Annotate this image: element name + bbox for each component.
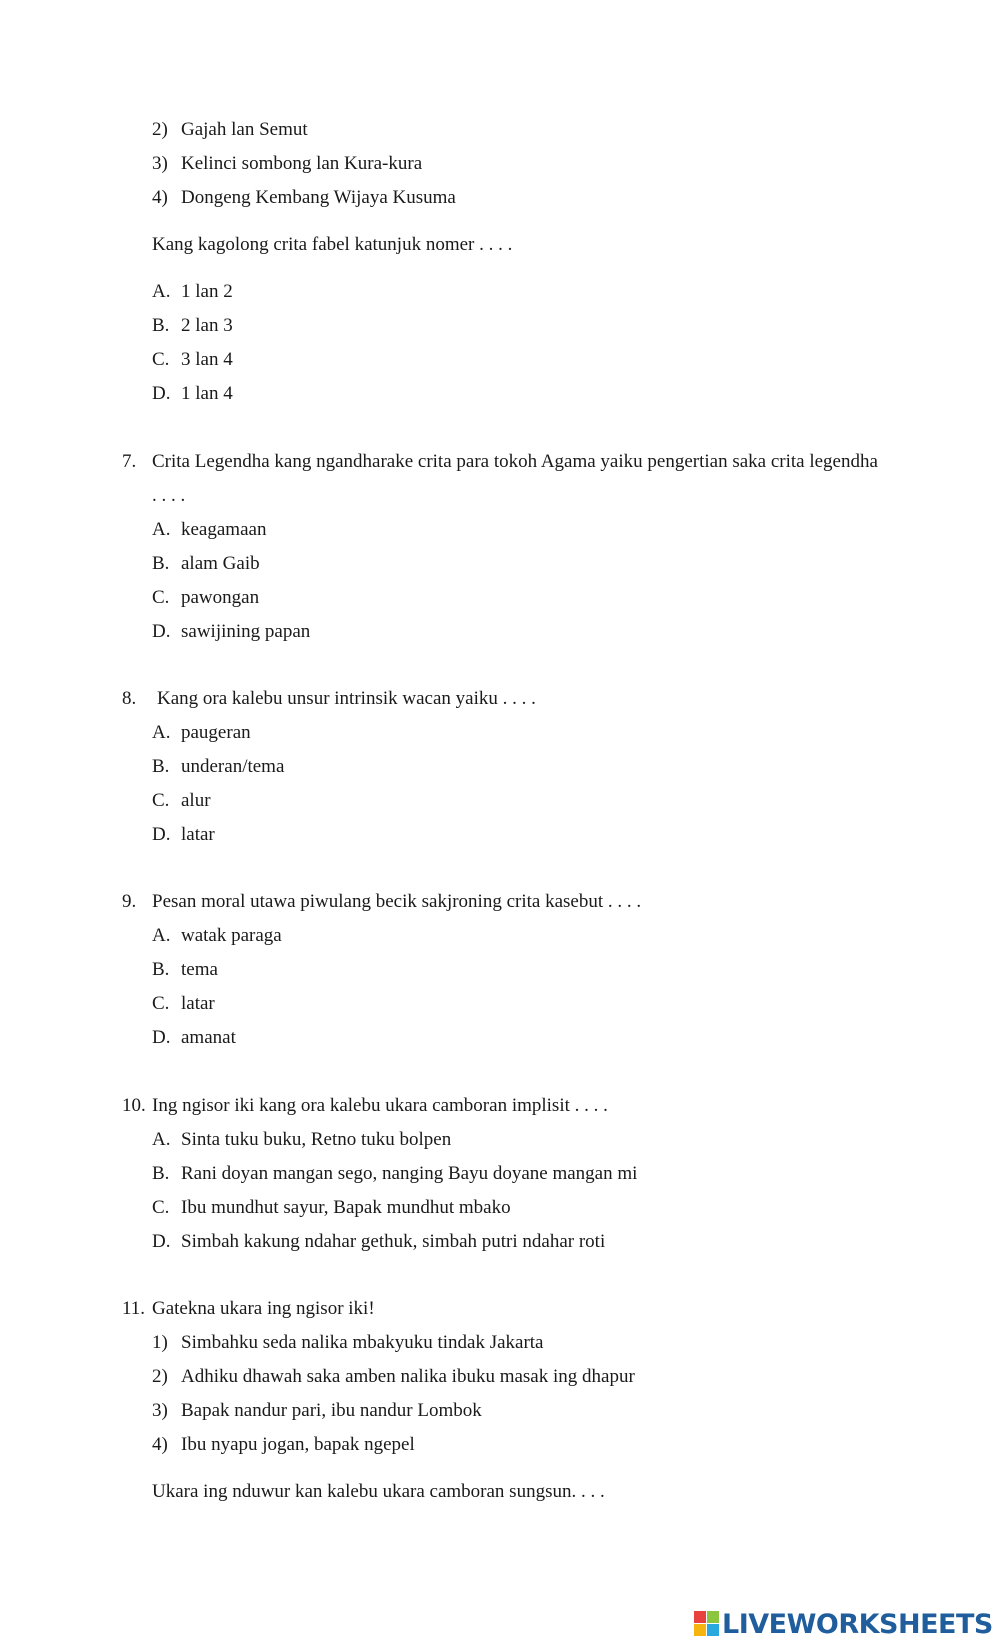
liveworksheets-logo[interactable] <box>694 1608 993 1640</box>
question-prompt: Ukara ing nduwur kan kalebu ukara camboran sungsun. . . . <box>152 1481 605 1502</box>
question-prompt: Kang kagolong crita fabel katunjuk nomer . . . . <box>152 234 513 255</box>
logo-text: LIVEWORKSHEETS <box>722 1608 993 1640</box>
logo-squares-icon <box>694 1611 720 1637</box>
question-7-continuation: . . . . <box>152 485 186 506</box>
